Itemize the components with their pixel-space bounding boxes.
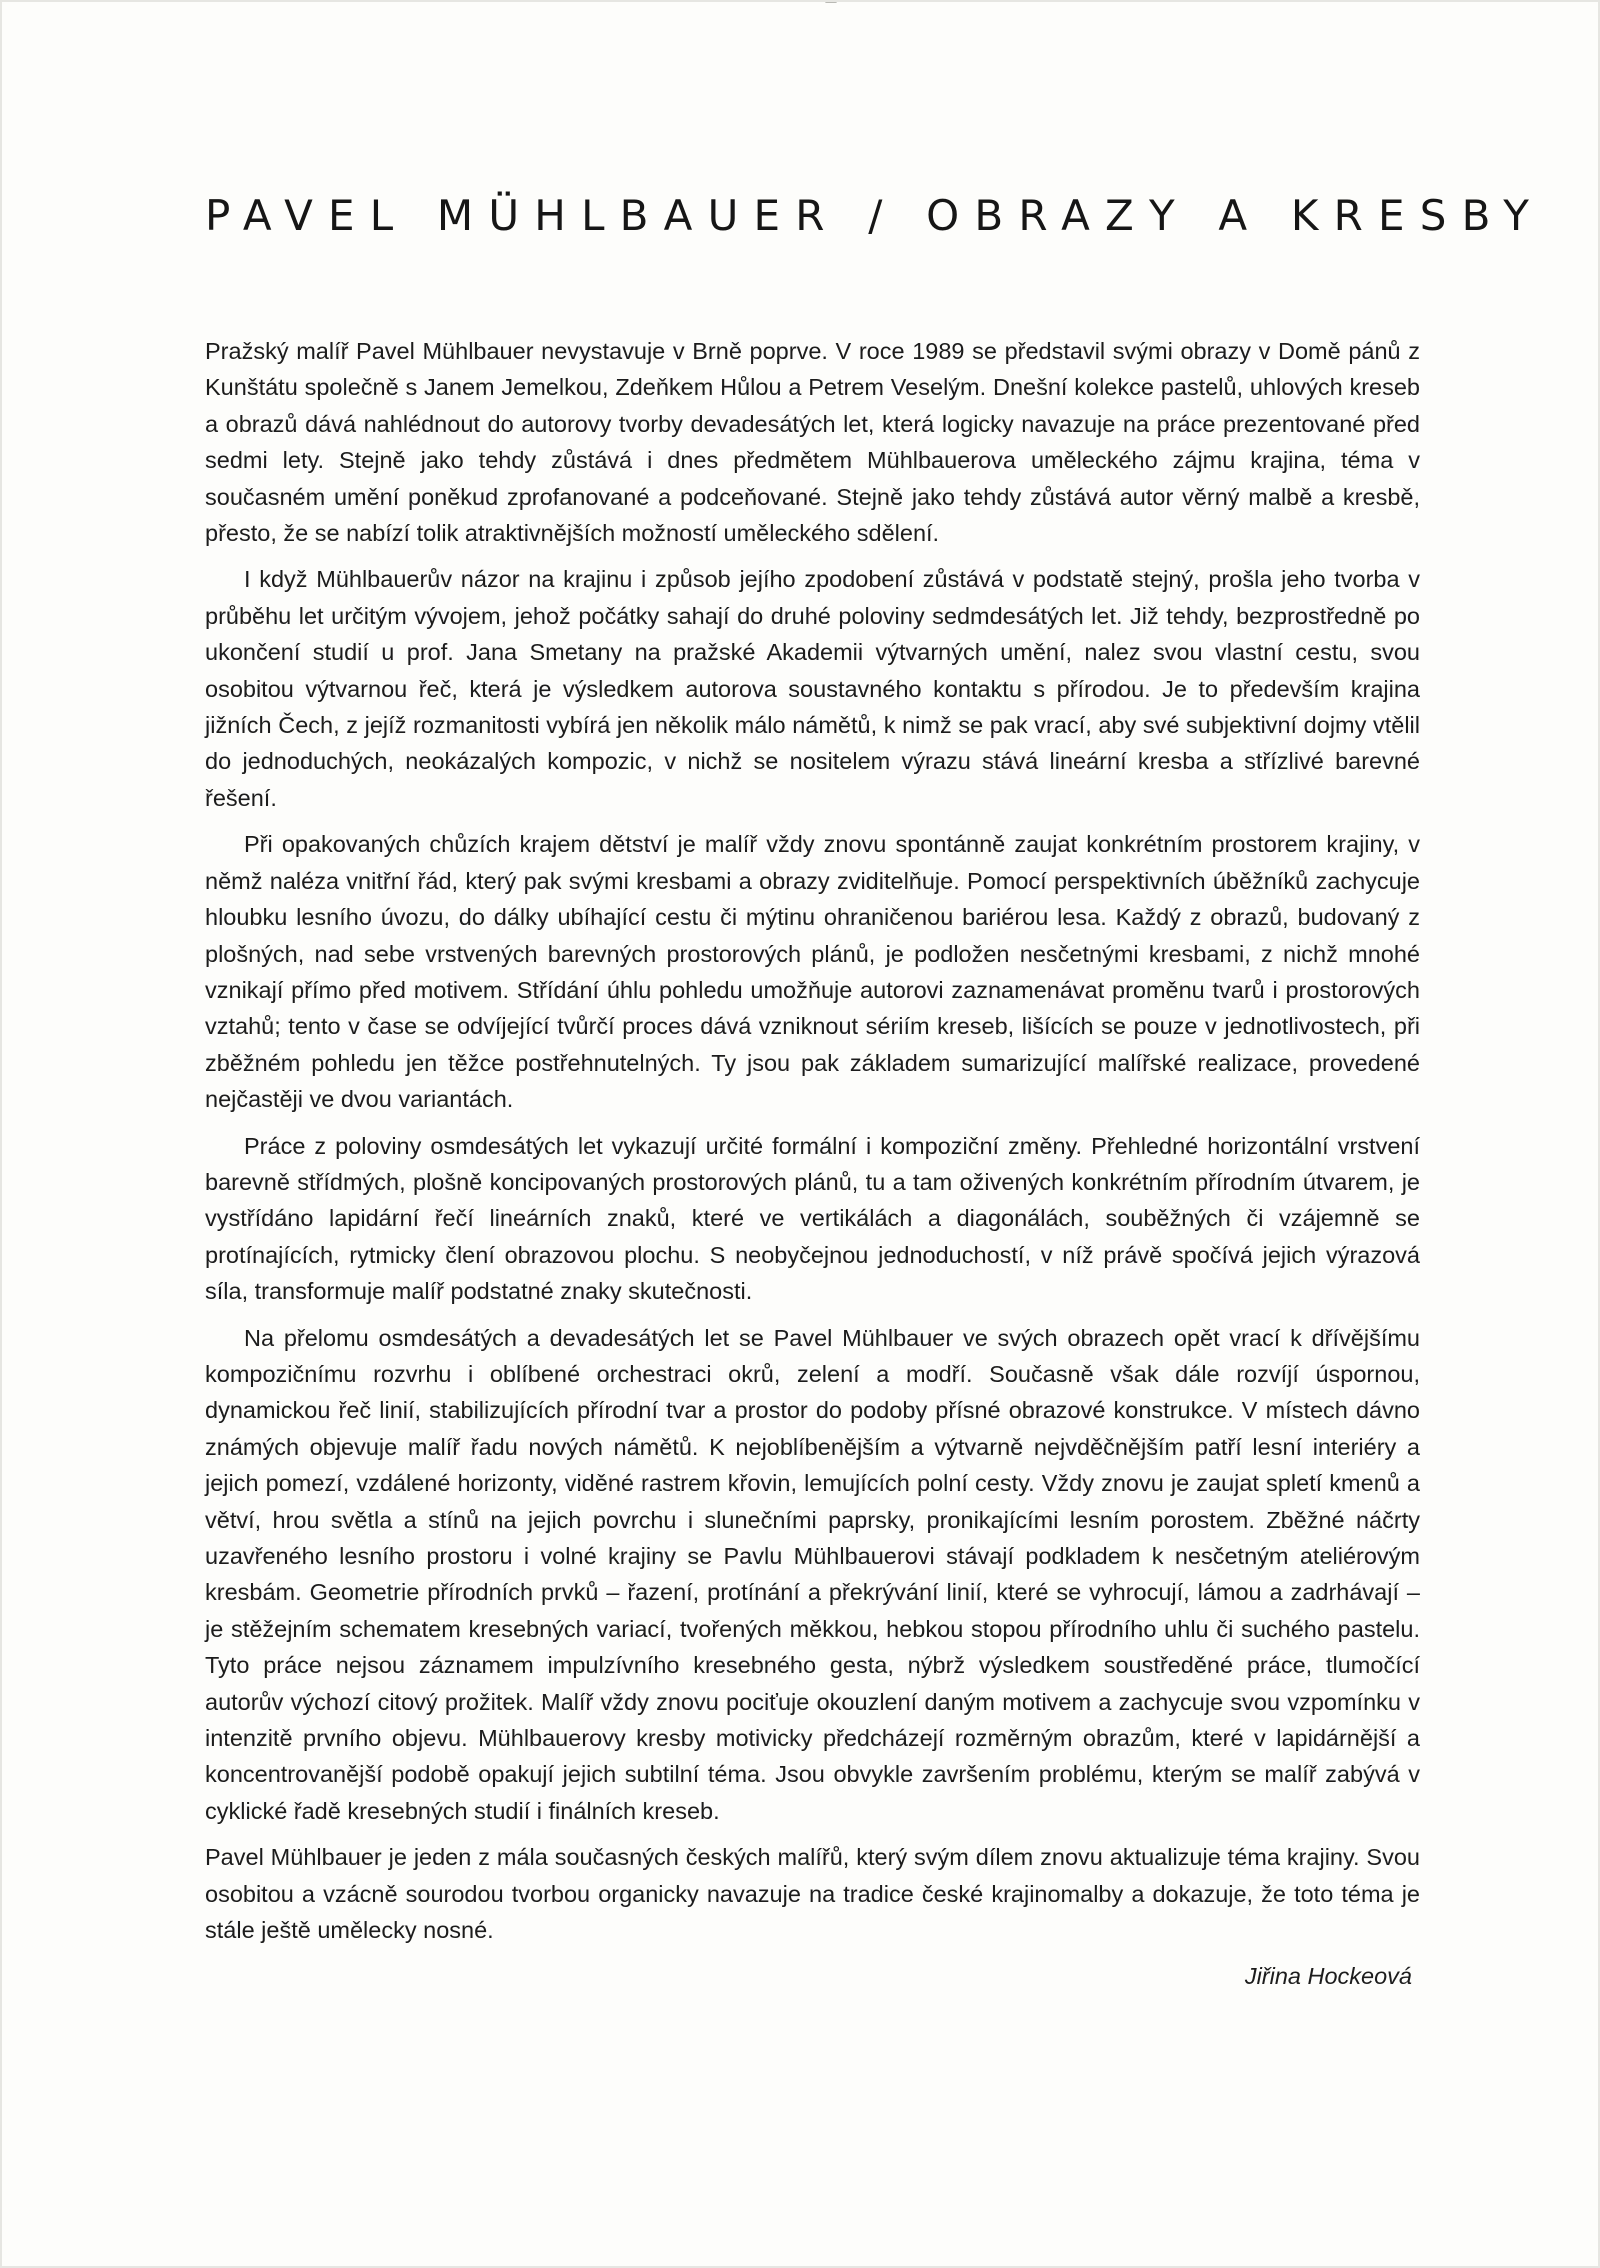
article-body <box>205 333 1420 1995</box>
paper-speck <box>825 0 837 3</box>
paragraph-nineties: Na přelomu osmdesátých a devadesátých let se Pavel Mühlbauer ve svých obrazech opět vrací k dřívějšímu kompozičnímu rozvrhu i oblíbené orchestraci okrů, zelení a modří. Současně však dále rozvíjí úspornou, dynamickou řeč linií, stabilizujících přírodní tvar a prostor do podoby přísné obrazové konstrukce. V místech dávno známých objevuje malíř řadu nových námětů. K nejoblíbenějším a výtvarně nejvděčnějším patří lesní interiéry a jejich pomezí, vzdálené horizonty, viděné rastrem křovin, lemujících polní cesty. Vždy znovu je zaujat spletí kmenů a větví, hrou světla a stínů na jejich povrchu i slunečními paprsky, pronikajícími lesním porostem. Zběžné náčrty uzavřeného lesního prostoru i volné krajiny se Pavlu Mühlbauerovi stávají podkladem k nesčetným ateliérovým kresbám. Geometrie přírodních prvků – řazení, protínání a překrývání linií, které se vyhrocují, lámou a zadrhávají – je stěžejním schematem kresebných variací, tvořených měkkou, hebkou stopou přírodního uhlu či suchého pastelu. Tyto práce nejsou záznamem impulzívního kresebného gesta, nýbrž výsledkem soustředěné práce, tlumočící autorův výchozí citový prožitek. Malíř vždy znovu pociťuje okouzlení daným motivem a zachycuje svou vzpomínku v intenzitě prvního objevu. Mühlbauerovy kresby motivicky předcházejí rozměrným obrazům, které v lapidárnější a koncentrovanější podobě opakují jejich subtilní téma. Jsou obvykle završením problému, kterým se malíř zabývá v cyklické řadě kresebných studií i finálních kreseb. <box>205 1324 1420 1824</box>
author-signature: Jiřina Hockeová <box>1244 1963 1412 1990</box>
paragraph-development: I když Mühlbauerův názor na krajinu i způsob jejího zpodobení zůstává v podstatě stejný, prošla jeho tvorba v průběhu let určitým vývojem, jehož počátky sahají do druhé poloviny sedmdesátých let. Již tehdy, bezprostředně po ukončení studií u prof. Jana Smetany na pražské Akademii výtvarných umění, nalez svou vlastní cestu, svou osobitou výtvarnou řeč, která je výsledkem autorova soustavného kontaktu s přírodou. Je to především krajina jižních Čech, z jejíž rozmanitosti vybírá jen několik málo námětů, k nimž se pak vrací, aby své subjektivní dojmy vtělil do jednoduchých, neokázalých kompozic, v nichž se nositelem výrazu stává lineární kresba a střízlivé barevné řešení. <box>205 566 1420 811</box>
paragraph-walks: Při opakovaných chůzích krajem dětství je malíř vždy znovu spontánně zaujat konkrétním prostorem krajiny, v němž naléza vnitřní řád, který pak svými kresbami a obrazy zviditelňuje. Pomocí perspektivních úběžníků zachycuje hloubku lesního úvozu, do dálky ubíhající cestu či mýtinu ohraničenou bariérou lesa. Každý z obrazů, budovaný z plošných, nad sebe vrstvených barevných prostorových plánů, je podložen nesčetnými kresbami, z nichž mnohé vznikají přímo před motivem. Střídání úhlu pohledu umožňuje autorovi zaznamenávat proměnu tvarů i prostorových vztahů; tento v čase se odvíjející tvůrčí proces dává vzniknout sériím kreseb, lišících se pouze v jednotlivostech, při zběžném pohledu jen těžce postřehnutelných. Ty jsou pak základem sumarizující malířské realizace, provedené nejčastěji ve dvou variantách. <box>205 831 1420 1113</box>
paragraph-intro: Pražský malíř Pavel Mühlbauer nevystavuje v Brně poprve. V roce 1989 se představil svými obrazy v Domě pánů z Kunštátu společně s Janem Jemelkou, Zdeňkem Hůlou a Petrem Veselým. Dnešní kolekce pastelů, uhlových kreseb a obrazů dává nahlédnout do autorovy tvorby devadesátých let, která logicky navazuje na práce prezentované před sedmi lety. Stejně jako tehdy zůstává i dnes předmětem Mühlbauerova uměleckého zájmu krajina, téma v současném umění poněkud zprofanované a podceňované. Stejně jako tehdy zůstává autor věrný malbě a kresbě, přesto, že se nabízí tolik atraktivnějších možností uměleckého sdělení. <box>205 338 1420 547</box>
paragraph-eighties: Práce z poloviny osmdesátých let vykazují určité formální i kompoziční změny. Přehledné horizontální vrstvení barevně střídmých, plošně koncipovaných prostorových plánů, tu a tam oživených konkrétním přírodním útvarem, je vystřídáno lapidární řečí lineárních znaků, které ve vertikálách a diagonálách, souběžných či vzájemně se protínajících, rytmicky člení obrazovou plochu. S neobyčejnou jednoduchostí, v níž právě spočívá jejich výrazová síla, transformuje malíř podstatné znaky skutečnosti. <box>205 1132 1420 1305</box>
page-title: PAVEL MÜHLBAUER / OBRAZY A KRESBY <box>205 191 1545 240</box>
paragraph-conclusion: Pavel Mühlbauer je jeden z mála současných českých malířů, který svým dílem znovu aktualizuje téma krajiny. Svou osobitou a vzácně sourodou tvorbou organicky navazuje na tradice české krajinomalby a dokazuje, že toto téma je stále ještě umělecky nosné. <box>205 1844 1420 1944</box>
